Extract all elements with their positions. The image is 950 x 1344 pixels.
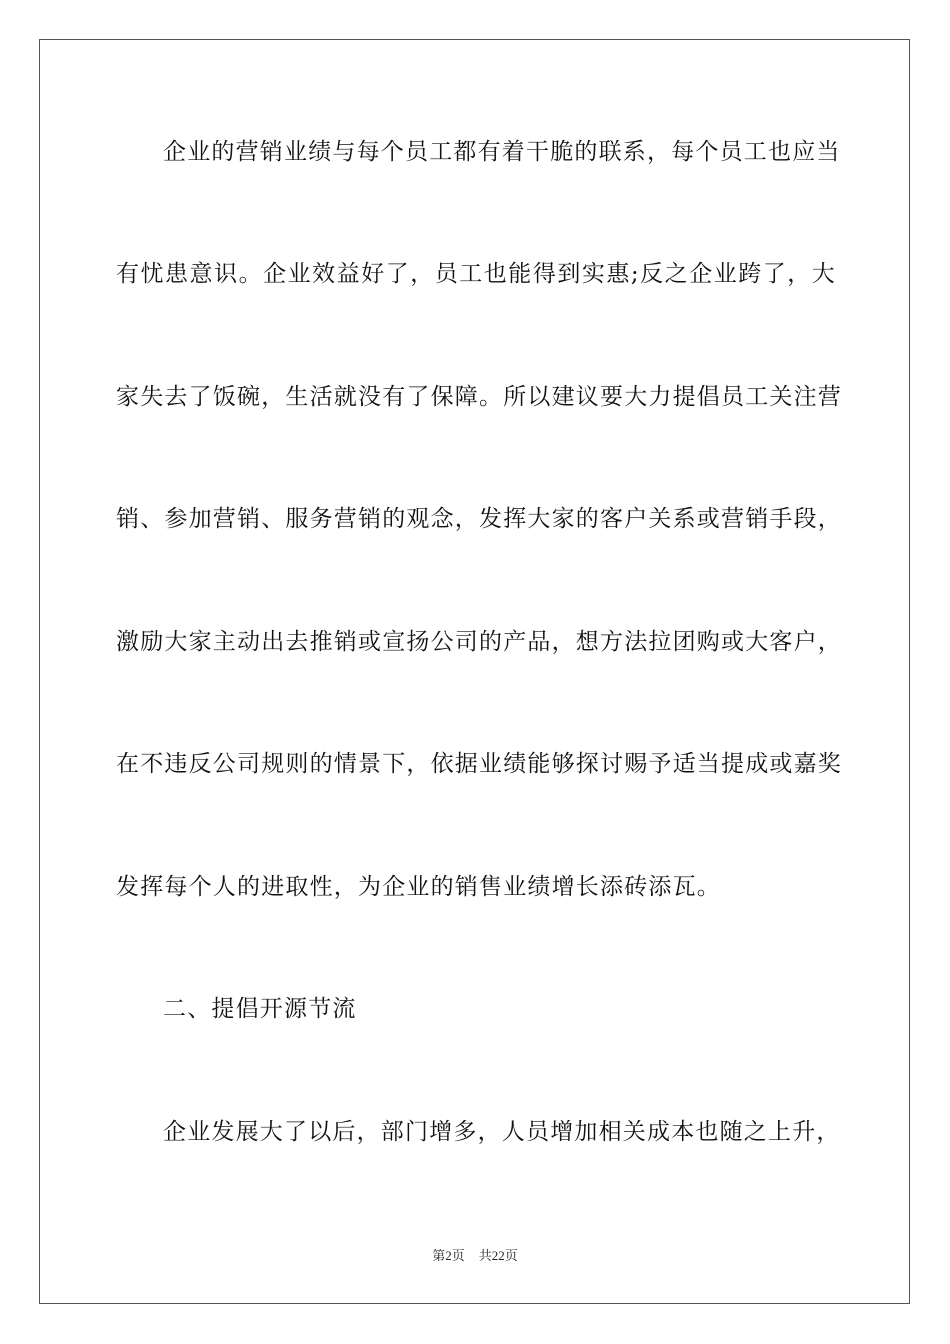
page-number: 第2页 bbox=[432, 1248, 465, 1263]
paragraph-line-1: 企业的营销业绩与每个员工都有着干脆的联系，每个员工也应当 bbox=[163, 139, 841, 165]
paragraph-line-7: 发挥每个人的进取性，为企业的销售业绩增长添砖添瓦。 bbox=[116, 874, 721, 900]
paragraph-line-3: 家失去了饭碗，生活就没有了保障。所以建议要大力提倡员工关注营 bbox=[116, 384, 842, 410]
paragraph-line-4: 销、参加营销、服务营销的观念，发挥大家的客户关系或营销手段， bbox=[116, 506, 842, 532]
paragraph-line-2: 有忧患意识。企业效益好了，员工也能得到实惠;反之企业跨了，大 bbox=[116, 261, 836, 287]
page-total: 共22页 bbox=[478, 1248, 518, 1263]
paragraph-line-6: 在不违反公司规则的情景下，依据业绩能够探讨赐予适当提成或嘉奖 bbox=[116, 751, 842, 777]
page-footer bbox=[0, 1245, 950, 1264]
paragraph-line-5: 激励大家主动出去推销或宣扬公司的产品，想方法拉团购或大客户， bbox=[116, 629, 842, 655]
section-heading: 二、提倡开源节流 bbox=[163, 996, 357, 1022]
paragraph-line-8: 企业发展大了以后，部门增多，人员增加相关成本也随之上升， bbox=[163, 1119, 841, 1145]
page-border bbox=[39, 39, 910, 1304]
